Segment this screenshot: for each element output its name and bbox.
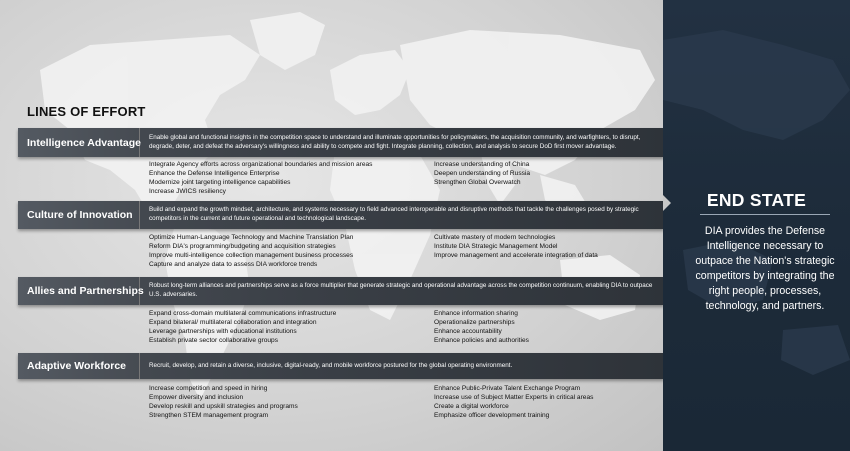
section-description: Robust long-term alliances and partnerships serve as a force multiplier that generate strategic and operational advantage across the competition continuum, enabling DIA to outpace U.S. adversaries.: [149, 282, 653, 298]
section-bar-culture-of-innovation: [18, 201, 663, 229]
section-description: Recruit, develop, and retain a diverse, inclusive, digital-ready, and mobile workforce postured for the global operating environment.: [149, 361, 513, 369]
section-description: Enable global and functional insights in the competition space to understand and illuminate opportunities for policymakers, the acquisition community, and warfighters, to disrupt, degrade, deter, and defeat the adversary's willingness and ability to compete and fight. Integrate planning, collection, and analysis to secure DoD first mover advantage.: [149, 133, 641, 150]
list-item: Capture and analyze data to assess DIA workforce trends: [149, 261, 318, 269]
right-items-adaptive-workforce: [434, 384, 593, 420]
list-item: Reform DIA's programming/budgeting and acquisition strategies: [149, 243, 336, 251]
list-item: Modernize joint targeting intelligence capabilities: [149, 179, 291, 187]
section-label: Intelligence Advantage: [18, 128, 140, 157]
list-item: Improve management and accelerate integration of data: [434, 252, 598, 260]
list-item: Strengthen STEM management program: [149, 412, 269, 420]
end-state-title: END STATE: [706, 190, 807, 210]
list-item: Create a digital workforce: [434, 403, 509, 411]
list-item: Enhance accountability: [434, 328, 502, 336]
list-item: Establish private sector collaborative groups: [149, 337, 279, 345]
right-items-culture-of-innovation: [434, 233, 598, 260]
list-item: Increase JWICS resiliency: [149, 188, 226, 196]
list-item: Enhance policies and authorities: [434, 337, 529, 345]
lines-of-effort-title: LINES OF EFFORT: [27, 104, 146, 119]
list-item: Optimize Human-Language Technology and Machine Translation Plan: [149, 234, 354, 241]
right-items-intelligence-advantage: [434, 160, 530, 187]
left-items-allies-and-partnerships: [149, 309, 336, 345]
list-item: Empower diversity and inclusion: [149, 394, 244, 402]
list-item: Increase competition and speed in hiring: [149, 385, 268, 392]
list-item: Improve multi-intelligence collection management business processes: [149, 252, 354, 260]
list-item: Increase use of Subject Matter Experts in critical areas: [434, 394, 594, 402]
section-bar-intelligence-advantage: [18, 128, 663, 157]
list-item: Expand cross-domain multilateral communications infrastructure: [149, 310, 337, 317]
end-state-text: DIA provides the Defense Intelligence necessary to outpace the Nation's strategic competitors by integrating the right people, processes, technology, and partners.: [695, 225, 835, 313]
list-item: Emphasize officer development training: [434, 412, 550, 420]
list-item: Enhance information sharing: [434, 310, 518, 317]
left-items-culture-of-innovation: [149, 233, 353, 269]
list-item: Expand bilateral/ multilateral collaboration and integration: [149, 319, 317, 327]
list-item: Deepen understanding of Russia: [434, 170, 531, 178]
list-item: Operationalize partnerships: [434, 319, 515, 327]
section-label: Allies and Partnerships: [18, 277, 140, 305]
section-bar-adaptive-workforce: [18, 353, 663, 379]
right-items-allies-and-partnerships: [434, 309, 529, 345]
section-label: Adaptive Workforce: [18, 353, 140, 379]
list-item: Develop reskill and upskill strategies and programs: [149, 403, 298, 411]
list-item: Increase understanding of China: [434, 161, 530, 168]
list-item: Cultivate mastery of modern technologies: [434, 234, 556, 241]
section-bar-allies-and-partnerships: [18, 277, 663, 305]
left-items-adaptive-workforce: [149, 384, 298, 420]
end-state-divider: [700, 214, 830, 215]
list-item: Enhance the Defense Intelligence Enterprise: [149, 170, 280, 178]
left-items-intelligence-advantage: [149, 160, 372, 196]
list-item: Institute DIA Strategic Management Model: [434, 243, 558, 251]
list-item: Enhance Public-Private Talent Exchange Program: [434, 385, 581, 392]
list-item: Leverage partnerships with educational institutions: [149, 328, 297, 336]
list-item: Integrate Agency efforts across organizational boundaries and mission areas: [149, 161, 373, 168]
section-label: Culture of Innovation: [18, 201, 140, 229]
section-description: Build and expand the growth mindset, architecture, and systems necessary to field advanced interoperable and disruptive methods that tackle the challenges posed by strategic competitors in the current and future operational and technological landscape.: [149, 206, 639, 222]
list-item: Strengthen Global Overwatch: [434, 179, 521, 187]
